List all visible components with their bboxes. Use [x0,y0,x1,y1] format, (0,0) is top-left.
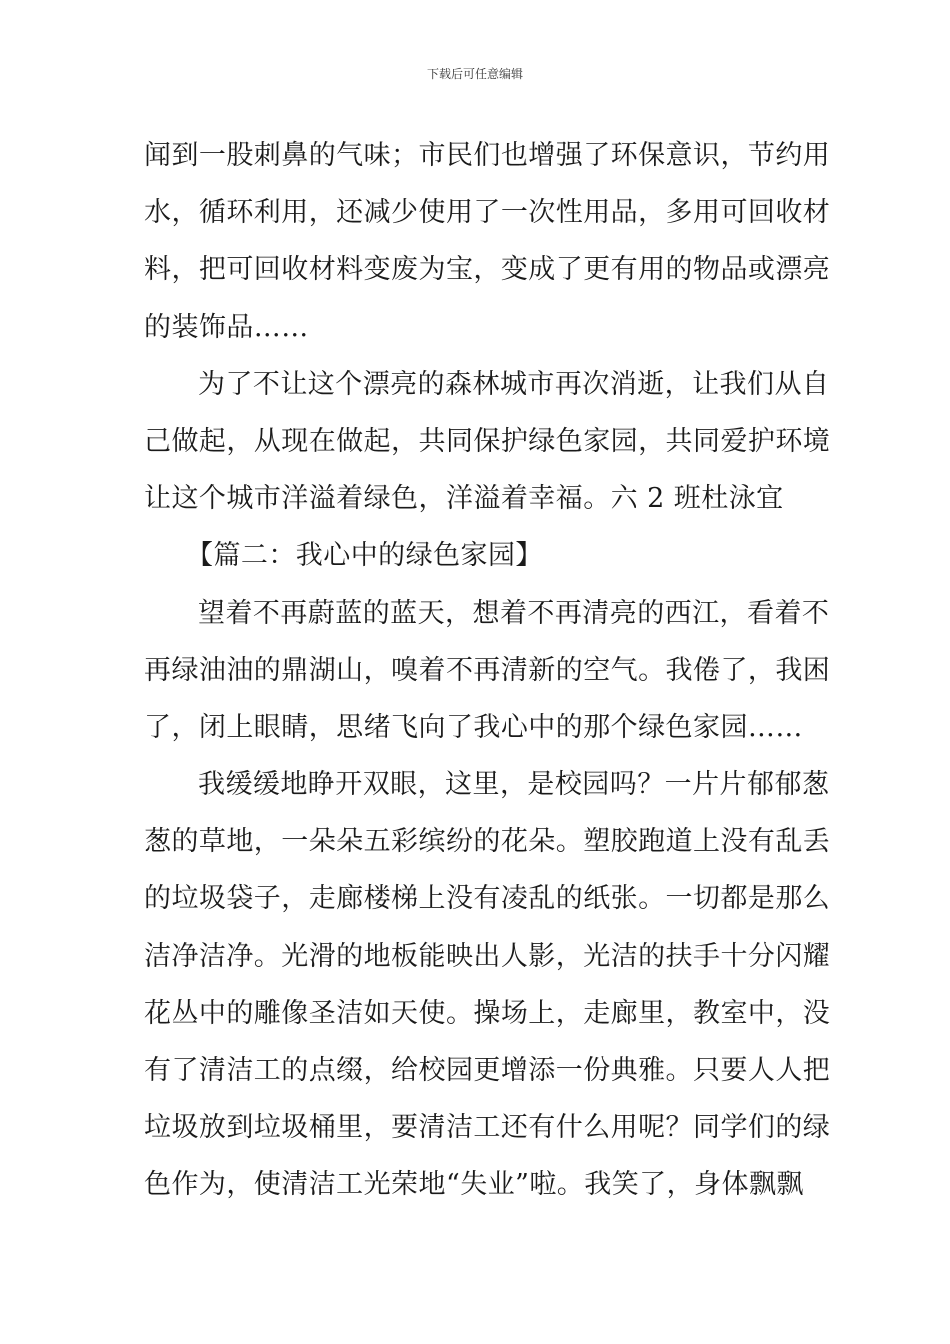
text-line: 闻到一股刺鼻的气味；市民们也增强了环保意识，节约用 [144,140,831,171]
section-heading: 【篇二：我心中的绿色家园】 [186,540,543,572]
text-line: 己做起，从现在做起，共同保护绿色家园，共同爱护环境 [144,425,831,457]
text-line: 料，把可回收材料变废为宝，变成了更有用的物品或漂亮 [144,254,831,286]
text-line: 水，循环利用，还减少使用了一次性用品，多用可回收材 [144,197,831,229]
text-line: 洁净洁净。光滑的地板能映出人影，光洁的扶手十分闪耀 [144,940,831,972]
paragraph-start-line: 我缓缓地睁开双眼，这里，是校园吗？一片片郁郁葱 [198,769,830,801]
paragraph-start-line: 为了不让这个漂亮的森林城市再次消逝，让我们从自 [198,368,830,400]
page-header: 下载后可任意编辑 [426,67,523,81]
text-line: 的装饰品…… [144,311,309,343]
text-line: 了，闭上眼睛，思绪飞向了我心中的那个绿色家园…… [144,711,803,743]
paragraph-start-line: 望着不再蔚蓝的蓝天，想着不再清亮的西江，看着不 [198,597,830,629]
text-line: 有了清洁工的点缀，给校园更增添一份典雅。只要人人把 [144,1055,831,1086]
text-line: 让这个城市洋溢着绿色，洋溢着幸福。六 2 班杜泳宜 [144,483,784,515]
document-body [144,127,831,1214]
text-line: 再绿油油的鼎湖山，嗅着不再清新的空气。我倦了，我困 [144,654,831,686]
text-line: 花丛中的雕像圣洁如天使。操场上，走廊里，教室中，没 [144,997,831,1029]
text-line: 的垃圾袋子，走廊楼梯上没有凌乱的纸张。一切都是那么 [144,883,831,915]
text-line: 葱的草地，一朵朵五彩缤纷的花朵。塑胶跑道上没有乱丢 [144,826,831,858]
text-line: 垃圾放到垃圾桶里，要清洁工还有什么用呢？同学们的绿 [144,1112,831,1144]
text-line: 色作为，使清洁工光荣地“失业”啦。我笑了，身体飘飘 [144,1169,804,1201]
